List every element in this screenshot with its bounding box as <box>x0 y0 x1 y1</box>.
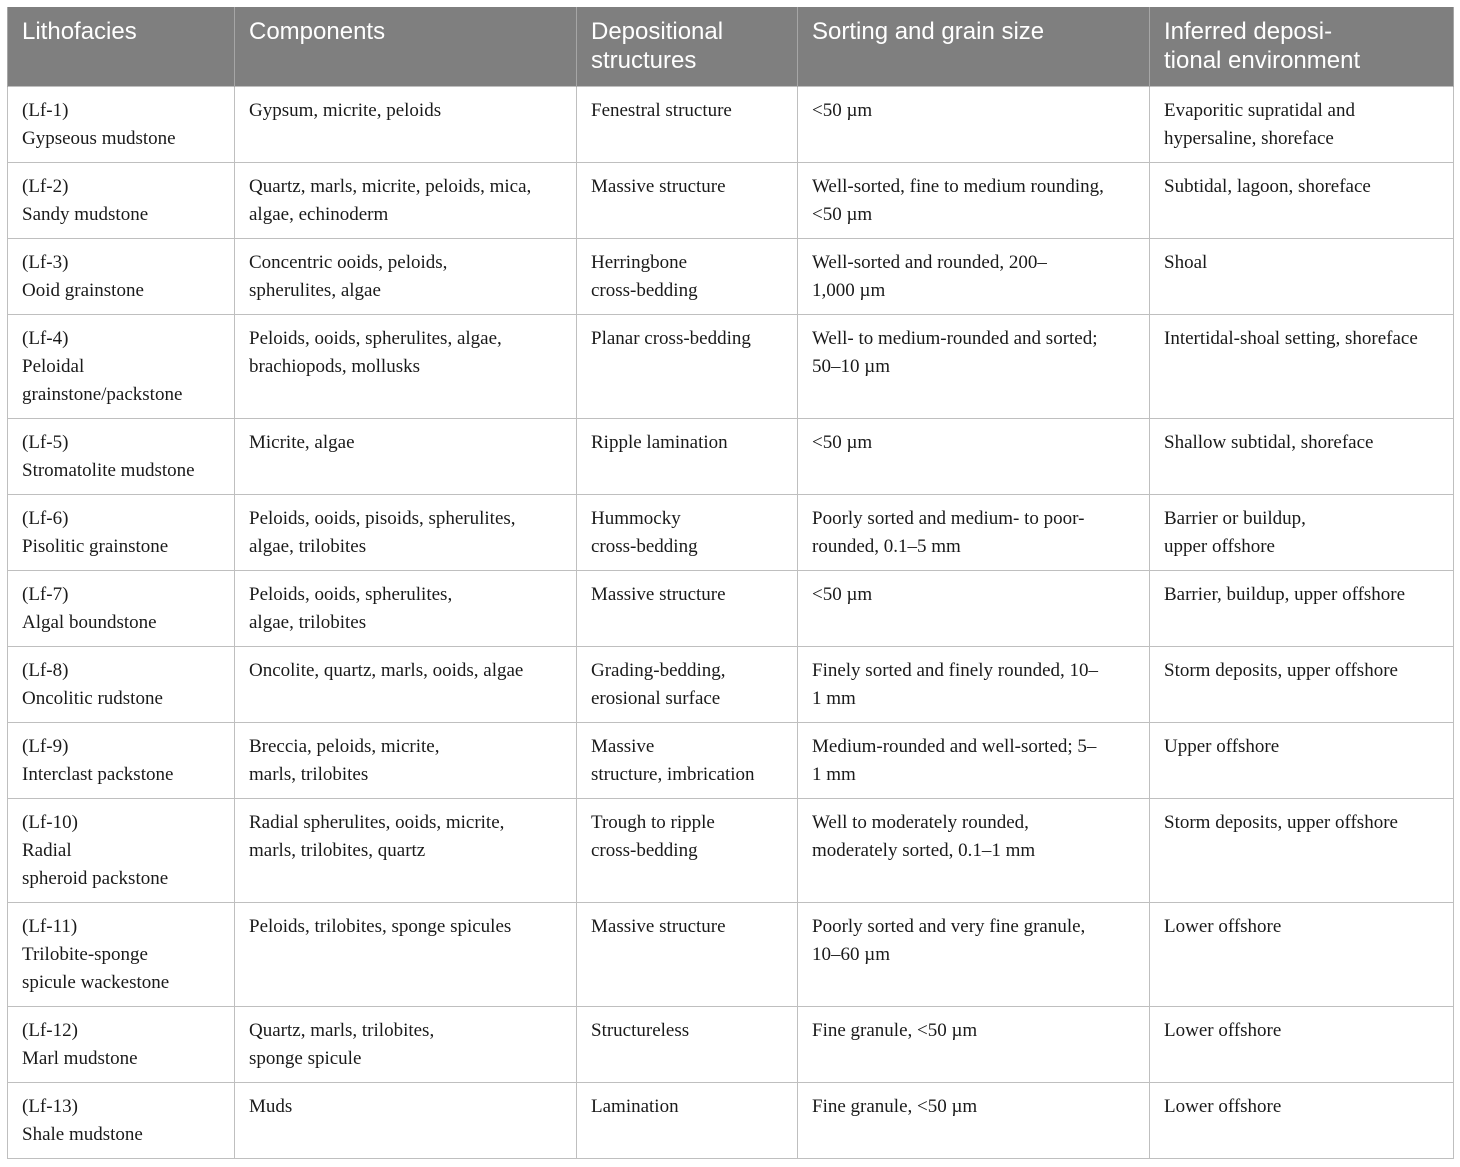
cell-text-line: Fenestral structure <box>591 100 732 121</box>
cell-depositional-environment <box>1150 647 1454 723</box>
cell-sorting-grain-size <box>798 1083 1150 1159</box>
cell-sorting-grain-size <box>798 647 1150 723</box>
cell-text-line: Barrier, buildup, upper offshore <box>1164 584 1406 605</box>
cell-sorting-grain-size <box>798 419 1150 495</box>
cell-components <box>235 723 577 799</box>
cell-depositional-structures <box>577 903 798 1007</box>
cell-text-line: (Lf-13) <box>22 1096 78 1117</box>
cell-text-line: Finely sorted and finely rounded, 10– <box>812 660 1099 681</box>
header-lithofacies <box>8 7 235 87</box>
cell-depositional-structures <box>577 315 798 419</box>
cell-text-line: (Lf-2) <box>22 176 69 197</box>
cell-text-line: Muds <box>249 1096 293 1117</box>
cell-text-line: (Lf-7) <box>22 584 69 605</box>
cell-depositional-environment <box>1150 315 1454 419</box>
cell-text-line: Fine granule, <50 µm <box>812 1096 978 1117</box>
cell-text-line: Stromatolite mudstone <box>22 460 195 481</box>
cell-text-line: Ooid grainstone <box>22 280 144 301</box>
cell-text-line: (Lf-5) <box>22 432 69 453</box>
cell-depositional-environment <box>1150 571 1454 647</box>
cell-text-line: (Lf-4) <box>22 328 69 349</box>
cell-text-line: Grading-bedding, <box>591 660 726 681</box>
cell-text-line: Storm deposits, upper offshore <box>1164 812 1398 833</box>
cell-text-line: Trilobite-sponge <box>22 944 148 965</box>
cell-sorting-grain-size <box>798 163 1150 239</box>
cell-lithofacies <box>8 723 235 799</box>
cell-text-line: Shoal <box>1164 252 1208 273</box>
cell-depositional-structures <box>577 239 798 315</box>
cell-components <box>235 1007 577 1083</box>
cell-depositional-structures <box>577 799 798 903</box>
cell-sorting-grain-size <box>798 315 1150 419</box>
cell-text-line: Well to moderately rounded, <box>812 812 1029 833</box>
cell-text-line: Massive <box>591 736 655 757</box>
cell-text-line: structure, imbrication <box>591 764 755 785</box>
cell-text-line: algae, trilobites <box>249 536 367 557</box>
cell-components <box>235 571 577 647</box>
cell-text-line: Fine granule, <50 µm <box>812 1020 978 1041</box>
cell-lithofacies <box>8 1007 235 1083</box>
header-depositional-environment <box>1150 7 1454 87</box>
cell-text-line: moderately sorted, 0.1–1 mm <box>812 840 1036 861</box>
table-row <box>8 903 1454 1007</box>
cell-text-line: Evaporitic supratidal and <box>1164 100 1355 121</box>
cell-text-line: <50 µm <box>812 432 873 453</box>
cell-text-line: spherulites, algae <box>249 280 381 301</box>
table-row <box>8 315 1454 419</box>
cell-text-line: Intertidal-shoal setting, shoreface <box>1164 328 1418 349</box>
cell-sorting-grain-size <box>798 799 1150 903</box>
cell-text-line: Breccia, peloids, micrite, <box>249 736 440 757</box>
cell-text-line: Oncolitic rudstone <box>22 688 163 709</box>
cell-components <box>235 163 577 239</box>
cell-components <box>235 495 577 571</box>
cell-text-line: Lower offshore <box>1164 1020 1282 1041</box>
cell-sorting-grain-size <box>798 87 1150 163</box>
cell-text-line: (Lf-8) <box>22 660 69 681</box>
cell-depositional-environment <box>1150 1083 1454 1159</box>
cell-text-line: Massive structure <box>591 916 726 937</box>
cell-text-line: brachiopods, mollusks <box>249 356 420 377</box>
header-text-line: tional environment <box>1164 47 1361 74</box>
cell-text-line: Radial <box>22 840 72 861</box>
cell-text-line: <50 µm <box>812 100 873 121</box>
cell-text-line: marls, trilobites, quartz <box>249 840 426 861</box>
cell-text-line: Barrier or buildup, <box>1164 508 1306 529</box>
cell-text-line: Shallow subtidal, shoreface <box>1164 432 1374 453</box>
cell-text-line: grainstone/packstone <box>22 384 183 405</box>
cell-text-line: hypersaline, shoreface <box>1164 128 1334 149</box>
cell-text-line: erosional surface <box>591 688 721 709</box>
cell-text-line: Poorly sorted and very fine granule, <box>812 916 1086 937</box>
cell-lithofacies <box>8 903 235 1007</box>
cell-text-line: Quartz, marls, trilobites, <box>249 1020 435 1041</box>
cell-text-line: algae, trilobites <box>249 612 367 633</box>
cell-lithofacies <box>8 1083 235 1159</box>
cell-text-line: 50–10 µm <box>812 356 890 377</box>
cell-depositional-environment <box>1150 903 1454 1007</box>
cell-text-line: 1 mm <box>812 688 856 709</box>
cell-text-line: Upper offshore <box>1164 736 1280 757</box>
table-row <box>8 1007 1454 1083</box>
cell-lithofacies <box>8 315 235 419</box>
cell-lithofacies <box>8 419 235 495</box>
cell-text-line: Hummocky <box>591 508 681 529</box>
cell-text-line: upper offshore <box>1164 536 1275 557</box>
cell-text-line: Algal boundstone <box>22 612 157 633</box>
cell-depositional-environment <box>1150 799 1454 903</box>
cell-sorting-grain-size <box>798 723 1150 799</box>
cell-depositional-environment <box>1150 1007 1454 1083</box>
cell-sorting-grain-size <box>798 239 1150 315</box>
cell-text-line: cross-bedding <box>591 536 698 557</box>
cell-text-line: Concentric ooids, peloids, <box>249 252 448 273</box>
cell-lithofacies <box>8 87 235 163</box>
cell-text-line: rounded, 0.1–5 mm <box>812 536 961 557</box>
header-text-line: Sorting and grain size <box>812 18 1045 45</box>
cell-depositional-environment <box>1150 239 1454 315</box>
header-row <box>8 7 1454 87</box>
header-text-line: Lithofacies <box>22 18 137 45</box>
cell-depositional-structures <box>577 1083 798 1159</box>
header-sorting-grain-size <box>798 7 1150 87</box>
cell-text-line: Lower offshore <box>1164 916 1282 937</box>
cell-text-line: Ripple lamination <box>591 432 728 453</box>
cell-text-line: (Lf-10) <box>22 812 78 833</box>
cell-text-line: algae, echinoderm <box>249 204 389 225</box>
cell-components <box>235 799 577 903</box>
cell-text-line: Peloids, ooids, spherulites, <box>249 584 453 605</box>
table-header <box>8 7 1454 87</box>
cell-lithofacies <box>8 571 235 647</box>
table-row <box>8 1083 1454 1159</box>
cell-depositional-environment <box>1150 163 1454 239</box>
cell-lithofacies <box>8 647 235 723</box>
cell-lithofacies <box>8 163 235 239</box>
cell-text-line: (Lf-3) <box>22 252 69 273</box>
cell-text-line: (Lf-12) <box>22 1020 78 1041</box>
cell-text-line: Interclast packstone <box>22 764 174 785</box>
cell-text-line: Poorly sorted and medium- to poor- <box>812 508 1085 529</box>
cell-depositional-structures <box>577 723 798 799</box>
cell-text-line: Trough to ripple <box>591 812 715 833</box>
cell-text-line: (Lf-9) <box>22 736 69 757</box>
cell-sorting-grain-size <box>798 903 1150 1007</box>
cell-text-line: Massive structure <box>591 176 726 197</box>
cell-text-line: (Lf-11) <box>22 916 78 937</box>
cell-text-line: Micrite, algae <box>249 432 355 453</box>
cell-depositional-structures <box>577 163 798 239</box>
header-text-line: Depositional <box>591 18 724 45</box>
cell-depositional-structures <box>577 571 798 647</box>
cell-text-line: Lamination <box>591 1096 679 1117</box>
cell-depositional-environment <box>1150 87 1454 163</box>
cell-text-line: Well-sorted, fine to medium rounding, <box>812 176 1104 197</box>
cell-lithofacies <box>8 239 235 315</box>
cell-text-line: (Lf-6) <box>22 508 69 529</box>
table-row <box>8 571 1454 647</box>
cell-depositional-structures <box>577 495 798 571</box>
cell-text-line: cross-bedding <box>591 280 698 301</box>
cell-components <box>235 239 577 315</box>
cell-lithofacies <box>8 495 235 571</box>
cell-text-line: (Lf-1) <box>22 100 69 121</box>
cell-text-line: cross-bedding <box>591 840 698 861</box>
cell-text-line: Quartz, marls, micrite, peloids, mica, <box>249 176 532 197</box>
cell-text-line: Medium-rounded and well-sorted; 5– <box>812 736 1097 757</box>
cell-text-line: Well- to medium-rounded and sorted; <box>812 328 1098 349</box>
cell-components <box>235 315 577 419</box>
cell-depositional-structures <box>577 87 798 163</box>
cell-text-line: Oncolite, quartz, marls, ooids, algae <box>249 660 524 681</box>
cell-text-line: Gypsum, micrite, peloids <box>249 100 442 121</box>
header-text-line: Components <box>249 18 386 45</box>
cell-text-line: Peloids, ooids, pisoids, spherulites, <box>249 508 516 529</box>
cell-text-line: Marl mudstone <box>22 1048 138 1069</box>
cell-depositional-structures <box>577 419 798 495</box>
cell-text-line: Herringbone <box>591 252 688 273</box>
table-row <box>8 87 1454 163</box>
cell-text-line: Subtidal, lagoon, shoreface <box>1164 176 1371 197</box>
cell-text-line: Structureless <box>591 1020 690 1041</box>
cell-text-line: <50 µm <box>812 584 873 605</box>
cell-text-line: Well-sorted and rounded, 200– <box>812 252 1047 273</box>
cell-text-line: Planar cross-bedding <box>591 328 751 349</box>
table-row <box>8 799 1454 903</box>
cell-depositional-structures <box>577 1007 798 1083</box>
table-body <box>8 87 1454 1159</box>
cell-text-line: Peloids, ooids, spherulites, algae, <box>249 328 502 349</box>
lithofacies-table <box>7 7 1454 1159</box>
cell-components <box>235 419 577 495</box>
header-depositional-structures <box>577 7 798 87</box>
header-text-line: Inferred deposi- <box>1164 18 1333 45</box>
cell-depositional-environment <box>1150 495 1454 571</box>
table-row <box>8 239 1454 315</box>
cell-text-line: Radial spherulites, ooids, micrite, <box>249 812 505 833</box>
cell-sorting-grain-size <box>798 495 1150 571</box>
cell-components <box>235 87 577 163</box>
cell-components <box>235 903 577 1007</box>
cell-text-line: Shale mudstone <box>22 1124 143 1145</box>
cell-text-line: 1,000 µm <box>812 280 886 301</box>
cell-depositional-structures <box>577 647 798 723</box>
cell-text-line: marls, trilobites <box>249 764 369 785</box>
cell-text-line: 1 mm <box>812 764 856 785</box>
cell-lithofacies <box>8 799 235 903</box>
cell-text-line: Massive structure <box>591 584 726 605</box>
cell-text-line: Pisolitic grainstone <box>22 536 169 557</box>
table-row <box>8 495 1454 571</box>
cell-text-line: <50 µm <box>812 204 873 225</box>
cell-text-line: Sandy mudstone <box>22 204 149 225</box>
cell-text-line: 10–60 µm <box>812 944 890 965</box>
table-row <box>8 419 1454 495</box>
table-row <box>8 163 1454 239</box>
header-components <box>235 7 577 87</box>
cell-text-line: spheroid packstone <box>22 868 169 889</box>
cell-text-line: sponge spicule <box>249 1048 362 1069</box>
cell-text-line: Peloidal <box>22 356 85 377</box>
cell-text-line: Peloids, trilobites, sponge spicules <box>249 916 512 937</box>
cell-text-line: Storm deposits, upper offshore <box>1164 660 1398 681</box>
cell-sorting-grain-size <box>798 1007 1150 1083</box>
cell-sorting-grain-size <box>798 571 1150 647</box>
cell-text-line: Lower offshore <box>1164 1096 1282 1117</box>
cell-text-line: spicule wackestone <box>22 972 170 993</box>
cell-depositional-environment <box>1150 419 1454 495</box>
table-row <box>8 723 1454 799</box>
cell-depositional-environment <box>1150 723 1454 799</box>
cell-text-line: Gypseous mudstone <box>22 128 176 149</box>
table-row <box>8 647 1454 723</box>
cell-components <box>235 1083 577 1159</box>
header-text-line: structures <box>591 47 697 74</box>
cell-components <box>235 647 577 723</box>
